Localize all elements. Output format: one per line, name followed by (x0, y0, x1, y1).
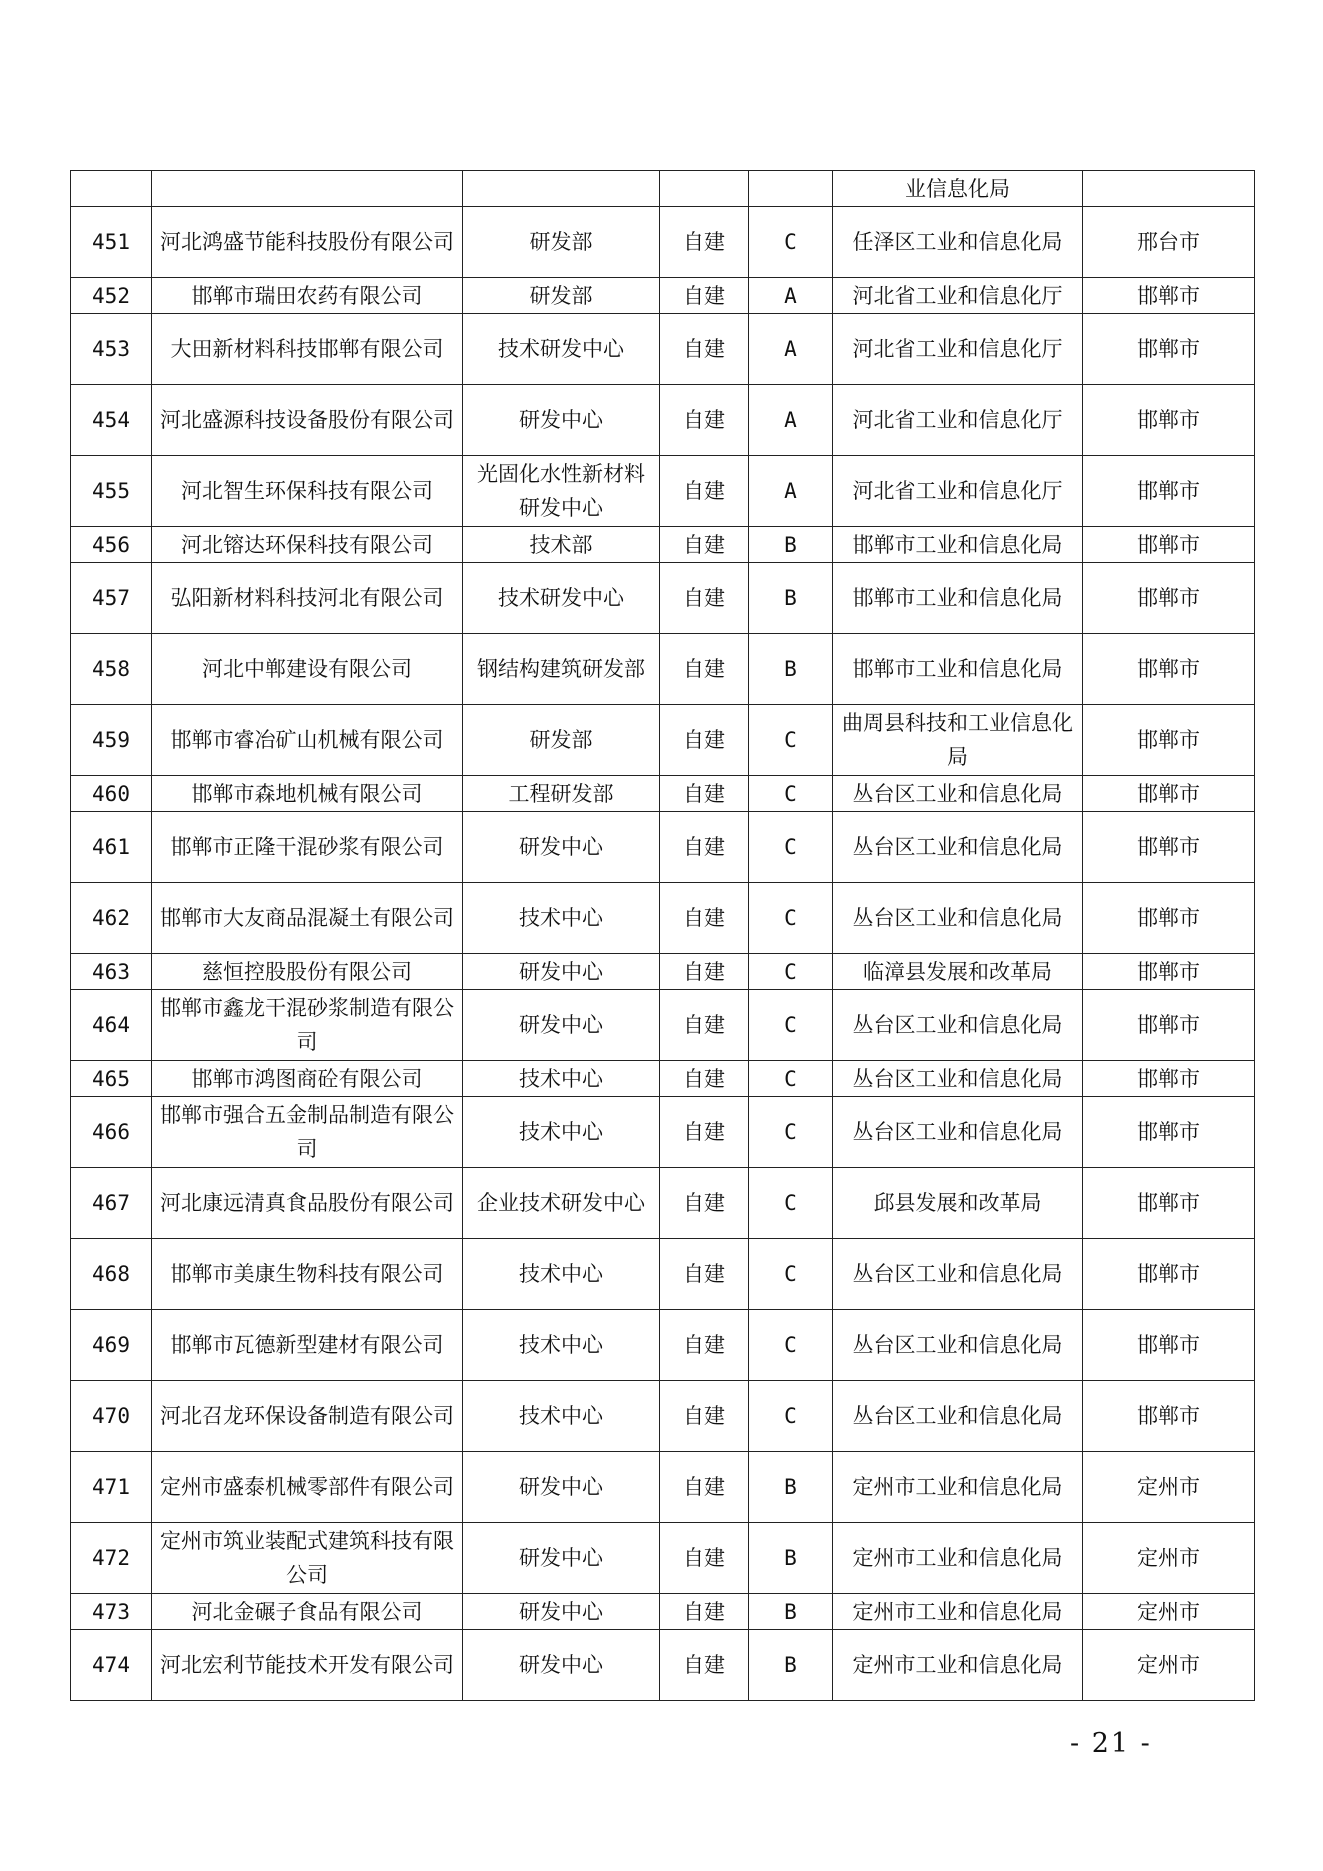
cell-city: 邯郸市 (1083, 990, 1255, 1061)
cell-department: 研发部 (463, 207, 660, 278)
cell-department: 技术研发中心 (463, 314, 660, 385)
cell-company: 大田新材料科技邯郸有限公司 (152, 314, 463, 385)
cell-department: 工程研发部 (463, 776, 660, 812)
cell-type: 自建 (660, 634, 749, 705)
cell-authority: 业信息化局 (833, 171, 1083, 207)
cell-type: 自建 (660, 563, 749, 634)
cell-department: 企业技术研发中心 (463, 1168, 660, 1239)
table-row (71, 1097, 1255, 1168)
cell-company: 邯郸市瑞田农药有限公司 (152, 278, 463, 314)
table-row (71, 563, 1255, 634)
cell-type: 自建 (660, 314, 749, 385)
cell-city: 邯郸市 (1083, 954, 1255, 990)
cell-city: 邯郸市 (1083, 705, 1255, 776)
cell-authority: 丛台区工业和信息化局 (833, 1310, 1083, 1381)
table-row (71, 1310, 1255, 1381)
cell-level: C (749, 954, 833, 990)
page-number: - 21 - (1070, 1728, 1152, 1759)
cell-city: 邯郸市 (1083, 1381, 1255, 1452)
table-row (71, 812, 1255, 883)
cell-department: 研发中心 (463, 990, 660, 1061)
cell-department: 研发中心 (463, 812, 660, 883)
cell-authority: 河北省工业和信息化厅 (833, 314, 1083, 385)
table-row (71, 1523, 1255, 1594)
cell-authority: 丛台区工业和信息化局 (833, 990, 1083, 1061)
cell-no: 473 (71, 1594, 152, 1630)
cell-authority: 曲周县科技和工业信息化局 (833, 705, 1083, 776)
cell-department: 研发部 (463, 705, 660, 776)
cell-department: 技术部 (463, 527, 660, 563)
cell-type: 自建 (660, 1381, 749, 1452)
cell-level: B (749, 634, 833, 705)
cell-no: 470 (71, 1381, 152, 1452)
enterprise-table (70, 170, 1255, 1701)
cell-no: 462 (71, 883, 152, 954)
cell-city: 定州市 (1083, 1452, 1255, 1523)
cell-type: 自建 (660, 1594, 749, 1630)
cell-type: 自建 (660, 385, 749, 456)
cell-no: 463 (71, 954, 152, 990)
cell-no: 467 (71, 1168, 152, 1239)
cell-company: 慈恒控股股份有限公司 (152, 954, 463, 990)
cell-level: B (749, 563, 833, 634)
cell-no: 465 (71, 1061, 152, 1097)
cell-department: 研发中心 (463, 1630, 660, 1701)
cell-department: 技术中心 (463, 1239, 660, 1310)
cell-department: 光固化水性新材料研发中心 (463, 456, 660, 527)
table-row-continuation (71, 171, 1255, 207)
table-row (71, 705, 1255, 776)
table-row (71, 1630, 1255, 1701)
cell-city: 邯郸市 (1083, 1310, 1255, 1381)
cell-level: A (749, 385, 833, 456)
cell-city: 邯郸市 (1083, 456, 1255, 527)
cell-no: 466 (71, 1097, 152, 1168)
table-row (71, 385, 1255, 456)
cell-department: 研发中心 (463, 954, 660, 990)
cell-department: 技术中心 (463, 1381, 660, 1452)
cell-authority: 邯郸市工业和信息化局 (833, 634, 1083, 705)
cell-company: 邯郸市正隆干混砂浆有限公司 (152, 812, 463, 883)
cell-authority: 邯郸市工业和信息化局 (833, 527, 1083, 563)
cell-company: 河北鸿盛节能科技股份有限公司 (152, 207, 463, 278)
table-row (71, 634, 1255, 705)
cell-authority: 丛台区工业和信息化局 (833, 883, 1083, 954)
table-row (71, 1452, 1255, 1523)
cell-no: 451 (71, 207, 152, 278)
cell-department: 研发中心 (463, 1452, 660, 1523)
cell-city: 邯郸市 (1083, 563, 1255, 634)
cell-level: B (749, 1452, 833, 1523)
cell-city: 邯郸市 (1083, 314, 1255, 385)
cell-city: 邯郸市 (1083, 1061, 1255, 1097)
table-row (71, 1168, 1255, 1239)
table-row (71, 278, 1255, 314)
cell-no: 474 (71, 1630, 152, 1701)
cell-type (660, 171, 749, 207)
cell-authority: 定州市工业和信息化局 (833, 1523, 1083, 1594)
cell-type: 自建 (660, 1452, 749, 1523)
cell-authority: 临漳县发展和改革局 (833, 954, 1083, 990)
cell-company: 邯郸市大友商品混凝土有限公司 (152, 883, 463, 954)
cell-type: 自建 (660, 812, 749, 883)
cell-company: 邯郸市森地机械有限公司 (152, 776, 463, 812)
cell-type: 自建 (660, 527, 749, 563)
cell-department: 技术中心 (463, 1061, 660, 1097)
cell-no: 456 (71, 527, 152, 563)
cell-city: 邯郸市 (1083, 385, 1255, 456)
cell-level: C (749, 207, 833, 278)
cell-level: B (749, 527, 833, 563)
cell-level: C (749, 990, 833, 1061)
cell-authority: 定州市工业和信息化局 (833, 1594, 1083, 1630)
cell-company: 河北中郸建设有限公司 (152, 634, 463, 705)
cell-city: 邢台市 (1083, 207, 1255, 278)
cell-authority: 丛台区工业和信息化局 (833, 776, 1083, 812)
cell-level: C (749, 1168, 833, 1239)
table-row (71, 954, 1255, 990)
table-row (71, 883, 1255, 954)
cell-city: 邯郸市 (1083, 883, 1255, 954)
cell-level: B (749, 1523, 833, 1594)
cell-department: 技术中心 (463, 1097, 660, 1168)
table-row (71, 776, 1255, 812)
cell-company: 邯郸市鑫龙干混砂浆制造有限公司 (152, 990, 463, 1061)
cell-company: 定州市筑业装配式建筑科技有限公司 (152, 1523, 463, 1594)
table-row (71, 314, 1255, 385)
cell-authority: 邱县发展和改革局 (833, 1168, 1083, 1239)
cell-no: 460 (71, 776, 152, 812)
cell-department: 研发中心 (463, 1523, 660, 1594)
cell-level: C (749, 1061, 833, 1097)
cell-city (1083, 171, 1255, 207)
table-row (71, 1594, 1255, 1630)
cell-no: 468 (71, 1239, 152, 1310)
cell-no: 461 (71, 812, 152, 883)
cell-level: A (749, 278, 833, 314)
cell-no: 472 (71, 1523, 152, 1594)
cell-company: 邯郸市鸿图商砼有限公司 (152, 1061, 463, 1097)
cell-company: 河北金碾子食品有限公司 (152, 1594, 463, 1630)
cell-authority: 丛台区工业和信息化局 (833, 1239, 1083, 1310)
cell-city: 邯郸市 (1083, 1097, 1255, 1168)
cell-type: 自建 (660, 990, 749, 1061)
cell-department: 技术研发中心 (463, 563, 660, 634)
cell-city: 邯郸市 (1083, 634, 1255, 705)
cell-city: 邯郸市 (1083, 1168, 1255, 1239)
cell-department: 研发中心 (463, 385, 660, 456)
cell-city: 定州市 (1083, 1523, 1255, 1594)
cell-city: 邯郸市 (1083, 278, 1255, 314)
table-row (71, 207, 1255, 278)
cell-department: 研发中心 (463, 1594, 660, 1630)
cell-level: A (749, 314, 833, 385)
cell-no: 453 (71, 314, 152, 385)
cell-city: 邯郸市 (1083, 1239, 1255, 1310)
cell-authority: 河北省工业和信息化厅 (833, 456, 1083, 527)
cell-level: B (749, 1630, 833, 1701)
cell-company: 定州市盛泰机械零部件有限公司 (152, 1452, 463, 1523)
cell-type: 自建 (660, 1097, 749, 1168)
cell-company: 邯郸市强合五金制品制造有限公司 (152, 1097, 463, 1168)
cell-company: 河北盛源科技设备股份有限公司 (152, 385, 463, 456)
cell-type: 自建 (660, 954, 749, 990)
cell-type: 自建 (660, 1168, 749, 1239)
cell-authority: 丛台区工业和信息化局 (833, 1381, 1083, 1452)
cell-type: 自建 (660, 705, 749, 776)
cell-city: 邯郸市 (1083, 812, 1255, 883)
cell-department (463, 171, 660, 207)
cell-type: 自建 (660, 776, 749, 812)
cell-company: 邯郸市瓦德新型建材有限公司 (152, 1310, 463, 1381)
cell-type: 自建 (660, 278, 749, 314)
cell-type: 自建 (660, 207, 749, 278)
cell-authority: 邯郸市工业和信息化局 (833, 563, 1083, 634)
cell-city: 定州市 (1083, 1630, 1255, 1701)
cell-no: 455 (71, 456, 152, 527)
cell-type: 自建 (660, 1239, 749, 1310)
cell-company: 河北康远清真食品股份有限公司 (152, 1168, 463, 1239)
cell-level: C (749, 883, 833, 954)
cell-level: C (749, 1381, 833, 1452)
table-row (71, 990, 1255, 1061)
cell-authority: 定州市工业和信息化局 (833, 1452, 1083, 1523)
cell-no: 469 (71, 1310, 152, 1381)
cell-city: 定州市 (1083, 1594, 1255, 1630)
cell-company: 河北宏利节能技术开发有限公司 (152, 1630, 463, 1701)
cell-department: 研发部 (463, 278, 660, 314)
cell-type: 自建 (660, 1523, 749, 1594)
cell-authority: 定州市工业和信息化局 (833, 1630, 1083, 1701)
cell-no: 454 (71, 385, 152, 456)
cell-level: B (749, 1594, 833, 1630)
cell-department: 技术中心 (463, 883, 660, 954)
cell-city: 邯郸市 (1083, 527, 1255, 563)
cell-level: C (749, 812, 833, 883)
cell-company: 河北召龙环保设备制造有限公司 (152, 1381, 463, 1452)
cell-authority: 河北省工业和信息化厅 (833, 385, 1083, 456)
cell-no: 464 (71, 990, 152, 1061)
cell-authority: 任泽区工业和信息化局 (833, 207, 1083, 278)
cell-no: 471 (71, 1452, 152, 1523)
cell-no: 458 (71, 634, 152, 705)
cell-company (152, 171, 463, 207)
cell-company: 邯郸市睿冶矿山机械有限公司 (152, 705, 463, 776)
cell-no: 459 (71, 705, 152, 776)
cell-no (71, 171, 152, 207)
cell-company: 邯郸市美康生物科技有限公司 (152, 1239, 463, 1310)
cell-no: 452 (71, 278, 152, 314)
cell-company: 弘阳新材料科技河北有限公司 (152, 563, 463, 634)
cell-city: 邯郸市 (1083, 776, 1255, 812)
cell-level: C (749, 1310, 833, 1381)
cell-no: 457 (71, 563, 152, 634)
table-row (71, 1381, 1255, 1452)
table-row (71, 527, 1255, 563)
cell-level: C (749, 776, 833, 812)
table-row (71, 1061, 1255, 1097)
cell-department: 钢结构建筑研发部 (463, 634, 660, 705)
cell-authority: 丛台区工业和信息化局 (833, 1061, 1083, 1097)
cell-level: C (749, 705, 833, 776)
cell-company: 河北智生环保科技有限公司 (152, 456, 463, 527)
cell-type: 自建 (660, 1630, 749, 1701)
cell-type: 自建 (660, 883, 749, 954)
cell-level: A (749, 456, 833, 527)
table-row (71, 1239, 1255, 1310)
cell-authority: 丛台区工业和信息化局 (833, 812, 1083, 883)
cell-type: 自建 (660, 456, 749, 527)
cell-level (749, 171, 833, 207)
cell-level: C (749, 1097, 833, 1168)
cell-authority: 河北省工业和信息化厅 (833, 278, 1083, 314)
table-row (71, 456, 1255, 527)
cell-company: 河北镕达环保科技有限公司 (152, 527, 463, 563)
cell-type: 自建 (660, 1061, 749, 1097)
cell-authority: 丛台区工业和信息化局 (833, 1097, 1083, 1168)
cell-type: 自建 (660, 1310, 749, 1381)
cell-level: C (749, 1239, 833, 1310)
cell-department: 技术中心 (463, 1310, 660, 1381)
